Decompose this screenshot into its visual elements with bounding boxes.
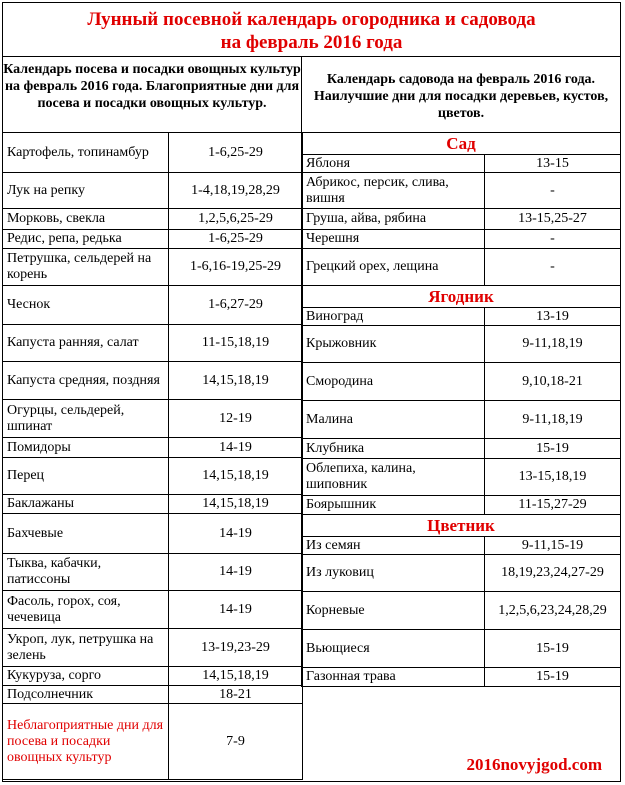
crop-days: 14,15,18,19 [169,458,303,495]
crop-name: Морковь, свекла [3,209,169,230]
plant-name: Из семян [302,537,485,555]
plant-days: 11-15,27-29 [485,496,621,515]
table-row [3,629,303,667]
table-row [3,133,303,173]
website-watermark: 2016novyjgod.com [466,755,602,774]
table-row [3,686,303,704]
crop-days: 1-4,18,19,28,29 [169,173,303,209]
crop-name: Укроп, лук, петрушка на зелень [3,629,169,667]
plant-name: Малина [302,401,485,439]
plant-name: Крыжовник [302,326,485,363]
crop-name: Кукуруза, сорго [3,667,169,686]
plant-name: Из луковиц [302,555,485,592]
crop-name: Редис, репа, редька [3,230,169,249]
plant-days: 15-19 [485,630,621,668]
plant-name: Боярышник [302,496,485,515]
plant-days: 13-15 [485,155,621,173]
plant-name: Смородина [302,363,485,401]
crop-days: 14-19 [169,514,303,554]
crop-days: 14,15,18,19 [169,495,303,514]
table-row [302,496,621,515]
crop-days: 1-6,27-29 [169,286,303,325]
table-row [302,155,621,173]
crop-days: 14,15,18,19 [169,362,303,400]
table-row [3,495,303,514]
crop-days: 14,15,18,19 [169,667,303,686]
section-berries: Ягодник [302,286,621,308]
crop-name: Лук на репку [3,173,169,209]
crop-days: 14-19 [169,554,303,591]
plant-days: 13-15,25-27 [485,209,621,230]
table-row [3,209,303,230]
garden-header: Календарь садовода на февраль 2016 года. Наилучшие дни для посадки деревьев, кустов, цветов. [302,57,620,133]
table-row [3,514,303,554]
plant-name: Яблоня [302,155,485,173]
plant-days: 13-15,18,19 [485,459,621,496]
section-row [302,133,621,155]
plant-days: 9-11,18,19 [485,326,621,363]
table-row [302,308,621,326]
section-garden: Сад [302,133,621,155]
vegetables-header: Календарь посева и посадки овощных культур на февраль 2016 года. Благоприятные дни для посева и посадки овощных культур. [3,57,302,133]
section-row [302,515,621,537]
table-row [302,537,621,555]
table-row [3,667,303,686]
plant-name: Облепиха, калина, шиповник [302,459,485,496]
garden-table [301,132,621,687]
crop-name: Тыква, кабачки, патиссоны [3,554,169,591]
table-row [3,458,303,495]
table-row [302,401,621,439]
table-row [302,363,621,401]
table-row [3,591,303,629]
plant-name: Абрикос, персик, слива, вишня [302,173,485,209]
table-row [302,439,621,459]
table-row [302,668,621,687]
crop-days: 1-6,25-29 [169,133,303,173]
plant-days: 9-11,15-19 [485,537,621,555]
section-flowers: Цветник [302,515,621,537]
plant-name: Грецкий орех, лещина [302,249,485,286]
table-row [302,592,621,630]
plant-days: - [485,249,621,286]
table-row [302,173,621,209]
crop-name: Чеснок [3,286,169,325]
unfavorable-label: Неблагоприятные дни для посева и посадки овощных культур [3,704,169,780]
table-row [3,362,303,400]
title-line-2: на февраль 2016 года [220,32,403,53]
crop-name: Огурцы, сельдерей, шпинат [3,400,169,438]
crop-days: 13-19,23-29 [169,629,303,667]
plant-days: 9-11,18,19 [485,401,621,439]
table-row [302,230,621,249]
crop-days: 1-6,25-29 [169,230,303,249]
table-row [302,209,621,230]
crop-name: Помидоры [3,438,169,458]
table-row [3,286,303,325]
table-row [302,326,621,363]
plant-name: Газонная трава [302,668,485,687]
title-line-1: Лунный посевной календарь огородника и садовода [87,9,536,30]
table-row [3,554,303,591]
table-row [3,438,303,458]
plant-name: Клубника [302,439,485,459]
plant-days: 13-19 [485,308,621,326]
crop-name: Бахчевые [3,514,169,554]
table-row [3,230,303,249]
table-row [302,249,621,286]
plant-days: - [485,230,621,249]
crop-days: 11-15,18,19 [169,325,303,362]
unfavorable-row [3,704,303,780]
vegetables-table [2,132,303,780]
plant-name: Черешня [302,230,485,249]
unfavorable-days: 7-9 [169,704,303,780]
crop-name: Капуста средняя, поздняя [3,362,169,400]
table-row [3,400,303,438]
plant-name: Груша, айва, рябина [302,209,485,230]
crop-name: Подсолнечник [3,686,169,704]
section-row [302,286,621,308]
table-row [302,555,621,592]
table-row [3,173,303,209]
crop-name: Капуста ранняя, салат [3,325,169,362]
crop-name: Фасоль, горох, соя, чечевица [3,591,169,629]
plant-name: Корневые [302,592,485,630]
crop-days: 1,2,5,6,25-29 [169,209,303,230]
crop-days: 18-21 [169,686,303,704]
plant-days: 1,2,5,6,23,24,28,29 [485,592,621,630]
plant-days: - [485,173,621,209]
plant-name: Вьющиеся [302,630,485,668]
plant-days: 9,10,18-21 [485,363,621,401]
table-row [302,630,621,668]
crop-name: Петрушка, сельдерей на корень [3,249,169,286]
table-row [302,459,621,496]
plant-days: 15-19 [485,668,621,687]
plant-days: 15-19 [485,439,621,459]
crop-days: 12-19 [169,400,303,438]
calendar-page [2,2,621,782]
crop-name: Картофель, топинамбур [3,133,169,173]
table-row [3,249,303,286]
crop-name: Баклажаны [3,495,169,514]
crop-days: 14-19 [169,591,303,629]
crop-days: 14-19 [169,438,303,458]
plant-days: 18,19,23,24,27-29 [485,555,621,592]
crop-days: 1-6,16-19,25-29 [169,249,303,286]
page-title [3,3,620,57]
table-row [3,325,303,362]
crop-name: Перец [3,458,169,495]
plant-name: Виноград [302,308,485,326]
